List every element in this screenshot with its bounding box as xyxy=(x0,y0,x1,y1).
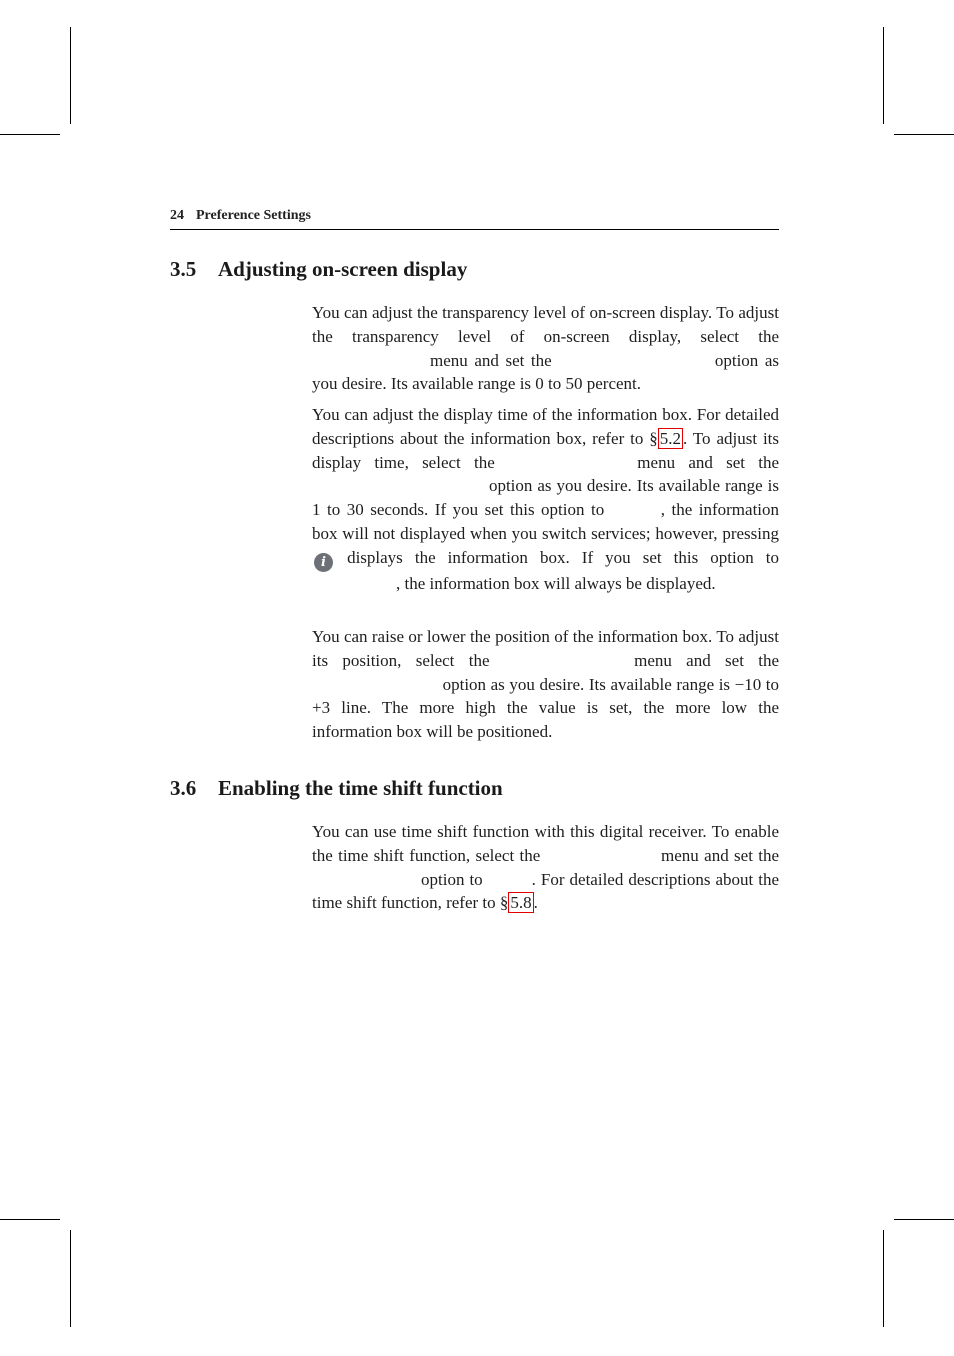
paragraph-text: . To adjust its display time, select the xyxy=(312,428,780,472)
crop-mark xyxy=(70,27,71,124)
section-heading-3-5 xyxy=(170,257,790,282)
paragraph-text: You can adjust the transparency level of on-screen display. To adjust the transparency level of on-screen display, select the xyxy=(312,303,779,346)
paragraph-text: option to xyxy=(421,869,483,889)
paragraph-text: , the information box will not displayed when you switch services; however, pressing xyxy=(312,500,780,543)
paragraph-text: option as you desire. Its available range is 0 to 50 percent. xyxy=(312,350,780,394)
paragraph-display-time xyxy=(312,403,779,596)
crop-mark xyxy=(0,1219,60,1220)
paragraph-text: menu and set the xyxy=(661,845,780,865)
paragraph-text: menu and set the xyxy=(430,350,552,370)
crop-mark xyxy=(894,134,954,135)
section-heading-3-6 xyxy=(170,776,790,801)
section-number: 3.5 xyxy=(170,257,197,281)
info-key-icon: i xyxy=(314,553,333,572)
paragraph-text: , the information box will always be displayed. xyxy=(396,573,716,593)
paragraph-text: You can use time shift function with this digital receiver. To enable the time shift function, select the xyxy=(312,822,779,865)
page-number: 24 xyxy=(170,208,184,223)
paragraph-text: displays the information box. If you set this option to xyxy=(347,547,779,567)
paragraph-time-shift xyxy=(312,820,779,915)
section-number: 3.6 xyxy=(170,776,197,800)
section-title: Enabling the time shift function xyxy=(218,776,503,800)
crop-mark xyxy=(894,1219,954,1220)
crop-mark xyxy=(0,134,60,135)
running-head xyxy=(170,208,779,224)
paragraph-text: You can adjust the display time of the information box. For detailed descriptions about the information box, refer to § xyxy=(312,405,779,448)
header-rule xyxy=(170,229,779,230)
crop-mark xyxy=(883,27,884,124)
paragraph-text: . xyxy=(533,893,538,913)
cross-reference-link[interactable]: 5.2 xyxy=(659,428,682,448)
paragraph-text: menu and set the xyxy=(634,650,779,670)
paragraph-text: menu and set the xyxy=(637,452,780,472)
paragraph-text: option as you desire. Its available range is −10 to +3 line. The more high the value is set, the more low the information box will be positioned. xyxy=(312,674,780,742)
paragraph-text: . For detailed descriptions about the time shift function, refer to § xyxy=(312,869,780,913)
section-title: Adjusting on-screen display xyxy=(218,257,468,281)
crop-mark xyxy=(70,1230,71,1327)
cross-reference-link[interactable]: 5.8 xyxy=(510,893,532,913)
paragraph-text: option as you desire. Its available range is 1 to 30 seconds. If you set this option to xyxy=(312,476,780,520)
paragraph-position xyxy=(312,625,779,744)
paragraph-transparency xyxy=(312,301,779,396)
crop-mark xyxy=(883,1230,884,1327)
paragraph-text: You can raise or lower the position of the information box. To adjust its position, select the xyxy=(312,627,779,670)
chapter-title: Preference Settings xyxy=(196,208,311,223)
